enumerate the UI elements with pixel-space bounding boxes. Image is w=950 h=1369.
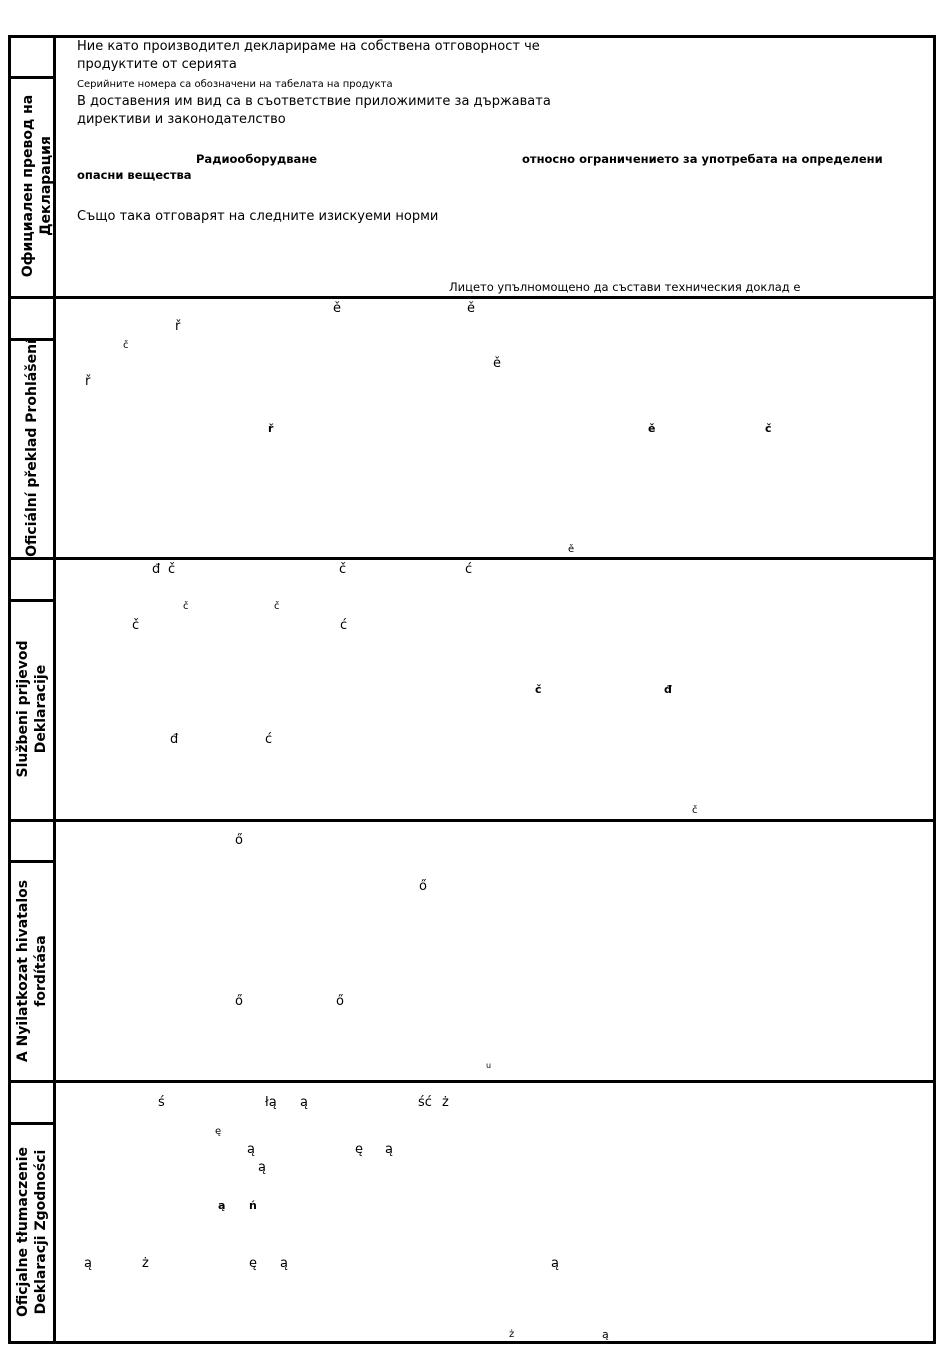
conformity-text: В доставения им вид са в съответствие приложимите за държавата [77,94,551,109]
glyph: ść [418,1095,432,1110]
rohs-text: относно ограничението за употребата на определени [522,152,883,166]
section-label-czech: Oficiální překlad Prohlášení [24,339,40,557]
glyph: č [168,562,176,577]
intro-text: продуктите от серията [77,57,237,72]
glyph: ą [247,1142,255,1157]
glyph: ř [85,374,91,389]
glyph: ć [265,732,273,747]
serial-note: Серийните номера са обозначени на табелата на продукта [77,79,393,90]
glyph: u [486,1061,492,1070]
glyph: č [535,683,542,696]
glyph: ő [336,994,344,1009]
glyph: ę [249,1256,257,1271]
glyph: ě [493,356,501,371]
glyph: đ [152,562,161,577]
glyph: č [692,805,698,816]
glyph: ě [568,544,575,555]
section-label-bulgarian: Официален превод на Декларация [20,94,54,278]
glyph: đ [170,732,179,747]
authorized-person-text: Лицето упълномощено да състави техническия доклад е [449,280,801,294]
glyph: ě [333,301,341,316]
section-divider [8,1080,936,1083]
glyph: ą [551,1256,559,1271]
glyph: ř [175,319,181,334]
glyph: č [765,422,772,435]
rohs-text: опасни вещества [77,168,192,182]
glyph: ć [340,618,348,633]
glyph: ő [235,833,243,848]
section-divider [8,819,936,822]
glyph: ń [249,1199,257,1212]
glyph: łą [265,1095,277,1110]
glyph: ą [258,1160,266,1175]
intro-text: Ние като производител декларираме на собствена отговорност че [77,39,540,54]
standards-text: Също така отговарят на следните изискуеми норми [77,209,439,224]
glyph: ě [467,301,475,316]
glyph: ż [509,1329,515,1340]
glyph: č [123,340,129,351]
section-label-hungarian: A Nyilatkozat hivatalos fordítása [15,879,49,1063]
glyph: ő [235,994,243,1009]
glyph: ř [268,422,274,435]
radio-equipment-label: Радиооборудване [196,152,318,166]
glyph: ą [84,1256,92,1271]
glyph: ą [385,1142,393,1157]
glyph: ą [300,1095,308,1110]
glyph: ą [280,1256,288,1271]
glyph: č [274,601,280,612]
section-label-polish: Oficjalne tłumaczenie Deklaracji Zgodności [15,1146,49,1318]
declaration-frame [8,35,936,1344]
glyph: ż [442,1095,449,1110]
conformity-text: директиви и законодателство [77,112,286,127]
glyph: ę [215,1126,222,1137]
glyph: č [339,562,347,577]
glyph: č [183,601,189,612]
glyph: ą [602,1328,609,1341]
glyph: ą [218,1199,226,1212]
section-divider [8,296,936,299]
glyph: ő [419,879,427,894]
glyph: č [132,618,140,633]
glyph: ć [465,562,473,577]
section-label-croatian: Službeni prijevod Deklaracije [15,640,49,778]
glyph: ś [158,1095,165,1110]
glyph: đ [664,683,672,696]
glyph: ż [142,1256,149,1271]
section-divider [8,557,936,560]
glyph: ę [355,1142,363,1157]
glyph: ě [648,422,656,435]
